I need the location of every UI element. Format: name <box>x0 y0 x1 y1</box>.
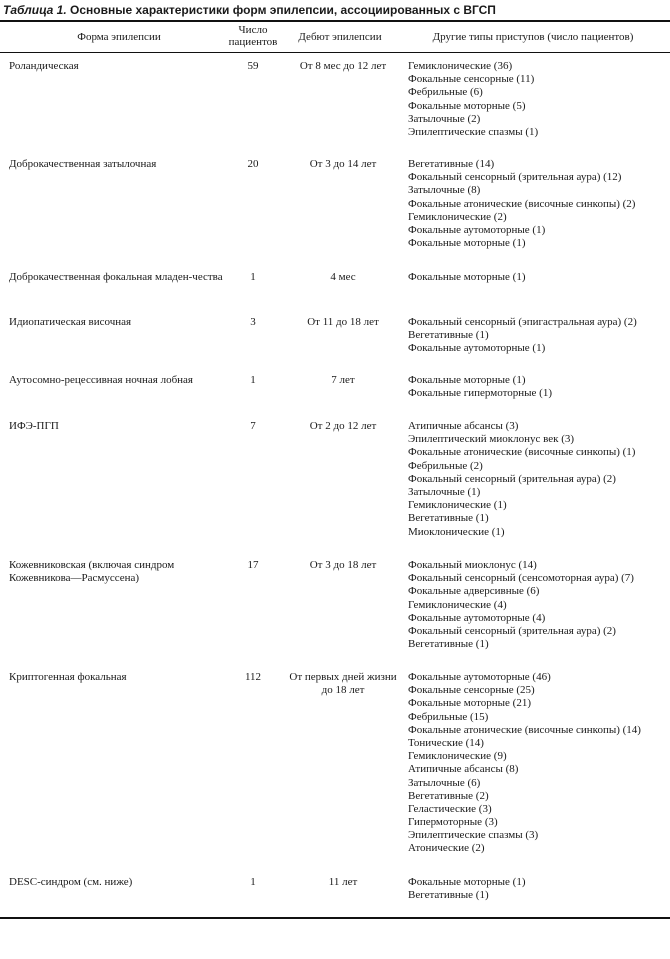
seizure-item: Гемиклонические (36) <box>408 60 513 72</box>
cell-debut: 11 лет <box>328 876 358 888</box>
seizure-item: Фокальные моторные (1) <box>408 271 526 283</box>
seizure-item: Фокальные аутомоторные (1) <box>408 223 546 236</box>
seizure-item: Затылочные (1) <box>408 485 481 498</box>
cell-form: Кожевниковская (включая синдром Кожевникова—Расмуссена) <box>9 559 175 585</box>
seizure-item: Фокальный сенсорный (зрительная аура) (12) <box>408 171 622 184</box>
table-bottom-rule <box>0 917 670 919</box>
cell-other-seizures <box>408 671 670 856</box>
seizure-item: Тонические (14) <box>408 736 484 749</box>
seizure-item: Геластические (3) <box>408 802 492 815</box>
seizure-item: Фокальный сенсорный (зрительная аура) (2) <box>408 472 616 485</box>
cell-debut: От 8 мес до 12 лет <box>299 60 387 72</box>
seizure-item: Гипермоторные (3) <box>408 816 498 829</box>
seizure-item: Фокальные моторные (1) <box>408 876 526 888</box>
seizure-item: Вегетативные (2) <box>408 789 489 802</box>
cell-other-seizures <box>408 420 670 539</box>
seizure-item: Эпилептические спазмы (3) <box>408 829 539 842</box>
cell-debut: От 3 до 18 лет <box>309 559 377 571</box>
cell-form: Криптогенная фокальная <box>9 671 127 683</box>
seizure-item: Затылочные (8) <box>408 184 481 197</box>
cell-count: 1 <box>250 876 256 888</box>
cell-count: 7 <box>250 420 256 432</box>
seizure-item: Гемиклонические (4) <box>408 598 507 611</box>
seizure-item: Гемиклонические (2) <box>408 210 507 223</box>
cell-form: Доброкачественная фокальная младен-чества <box>9 271 223 283</box>
seizure-item: Фокальные атонические (височные синкопы) (1) <box>408 446 636 459</box>
seizure-item: Фокальные атонические (височные синкопы) (2) <box>408 197 636 210</box>
seizure-item: Гемиклонические (9) <box>408 750 507 763</box>
cell-count: 112 <box>244 671 262 683</box>
header-other-seizures: Другие типы приступов (число пациентов) <box>432 31 634 43</box>
cell-other-seizures <box>408 271 670 284</box>
seizure-item: Фокальный миоклонус (14) <box>408 559 537 571</box>
header-rule <box>0 52 670 53</box>
seizure-item: Эпилептический миоклонус век (3) <box>408 433 575 446</box>
cell-form: Доброкачественная затылочная <box>9 158 157 170</box>
table-top-rule <box>0 20 670 22</box>
seizure-item: Фебрильные (15) <box>408 710 489 723</box>
seizure-item: Вегетативные (1) <box>408 512 489 525</box>
seizure-item: Атонические (2) <box>408 842 485 855</box>
cell-debut: От 2 до 12 лет <box>309 420 377 432</box>
seizure-item: Фокальные сенсорные (11) <box>408 73 535 86</box>
seizure-item: Фокальные сенсорные (25) <box>408 684 535 697</box>
table-caption <box>3 3 663 17</box>
cell-count: 17 <box>247 559 259 571</box>
table-number: Таблица 1. <box>3 3 67 17</box>
cell-form: ИФЭ-ПГП <box>9 420 59 432</box>
seizure-item: Вегетативные (1) <box>408 889 489 902</box>
table-title: Основные характеристики форм эпилепсии, ассоциированных с ВГСП <box>66 3 496 17</box>
seizure-item: Атипичные абсансы (3) <box>408 420 519 432</box>
seizure-item: Вегетативные (1) <box>408 638 489 651</box>
seizure-item: Фокальные аутомоторные (4) <box>408 611 546 624</box>
seizure-item: Фокальные аутомоторные (46) <box>408 671 551 683</box>
cell-debut: 4 мес <box>330 271 356 283</box>
seizure-item: Затылочные (2) <box>408 112 481 125</box>
cell-form: Идиопатическая височная <box>9 316 132 328</box>
cell-form: DESC-синдром (см. ниже) <box>9 876 133 888</box>
header-form: Форма эпилепсии <box>77 31 161 43</box>
cell-other-seizures <box>408 559 670 651</box>
seizure-item: Миоклонические (1) <box>408 525 505 538</box>
seizure-item: Фокальные аутомоторные (1) <box>408 342 546 355</box>
seizure-item: Вегетативные (1) <box>408 329 489 342</box>
cell-count: 59 <box>247 60 259 72</box>
header-count-line2: пациентов <box>228 36 278 48</box>
seizure-item: Фебрильные (6) <box>408 86 483 99</box>
cell-other-seizures <box>408 374 670 400</box>
seizure-item: Фокальный сенсорный (эпигастральная аура) (2) <box>408 316 637 328</box>
header-count <box>222 24 284 48</box>
seizure-item: Гемиклонические (1) <box>408 499 507 512</box>
seizure-item: Фокальные адверсивные (6) <box>408 585 540 598</box>
seizure-item: Эпилептические спазмы (1) <box>408 125 539 138</box>
cell-form: Аутосомно-рецессивная ночная лобная <box>9 374 193 386</box>
seizure-item: Вегетативные (14) <box>408 158 495 170</box>
header-debut: Дебют эпилепсии <box>298 31 382 43</box>
cell-debut: От первых дней жизни до 18 лет <box>289 671 397 697</box>
cell-other-seizures <box>408 158 670 250</box>
seizure-item: Фокальные моторные (21) <box>408 697 531 710</box>
cell-debut: 7 лет <box>331 374 355 386</box>
cell-count: 1 <box>250 374 256 386</box>
seizure-item: Затылочные (6) <box>408 776 481 789</box>
seizure-item: Фокальные моторные (1) <box>408 237 526 250</box>
cell-debut: От 3 до 14 лет <box>309 158 377 170</box>
seizure-item: Фокальные атонические (височные синкопы) (14) <box>408 723 641 736</box>
seizure-item: Фокальные гипермоторные (1) <box>408 387 552 400</box>
seizure-item: Атипичные абсансы (8) <box>408 763 519 776</box>
seizure-item: Фокальный сенсорный (сенсомоторная аура) (7) <box>408 572 634 585</box>
seizure-item: Фокальные моторные (5) <box>408 99 526 112</box>
cell-other-seizures <box>408 60 670 139</box>
header-count-line1: Число <box>238 24 268 36</box>
cell-form: Роландическая <box>9 60 79 72</box>
cell-count: 20 <box>247 158 259 170</box>
seizure-item: Фебрильные (2) <box>408 459 483 472</box>
cell-count: 1 <box>250 271 256 283</box>
seizure-item: Фокальный сенсорный (зрительная аура) (2) <box>408 624 616 637</box>
cell-other-seizures <box>408 876 670 902</box>
cell-count: 3 <box>250 316 256 328</box>
cell-debut: От 11 до 18 лет <box>307 316 379 328</box>
seizure-item: Фокальные моторные (1) <box>408 374 526 386</box>
cell-other-seizures <box>408 316 670 356</box>
